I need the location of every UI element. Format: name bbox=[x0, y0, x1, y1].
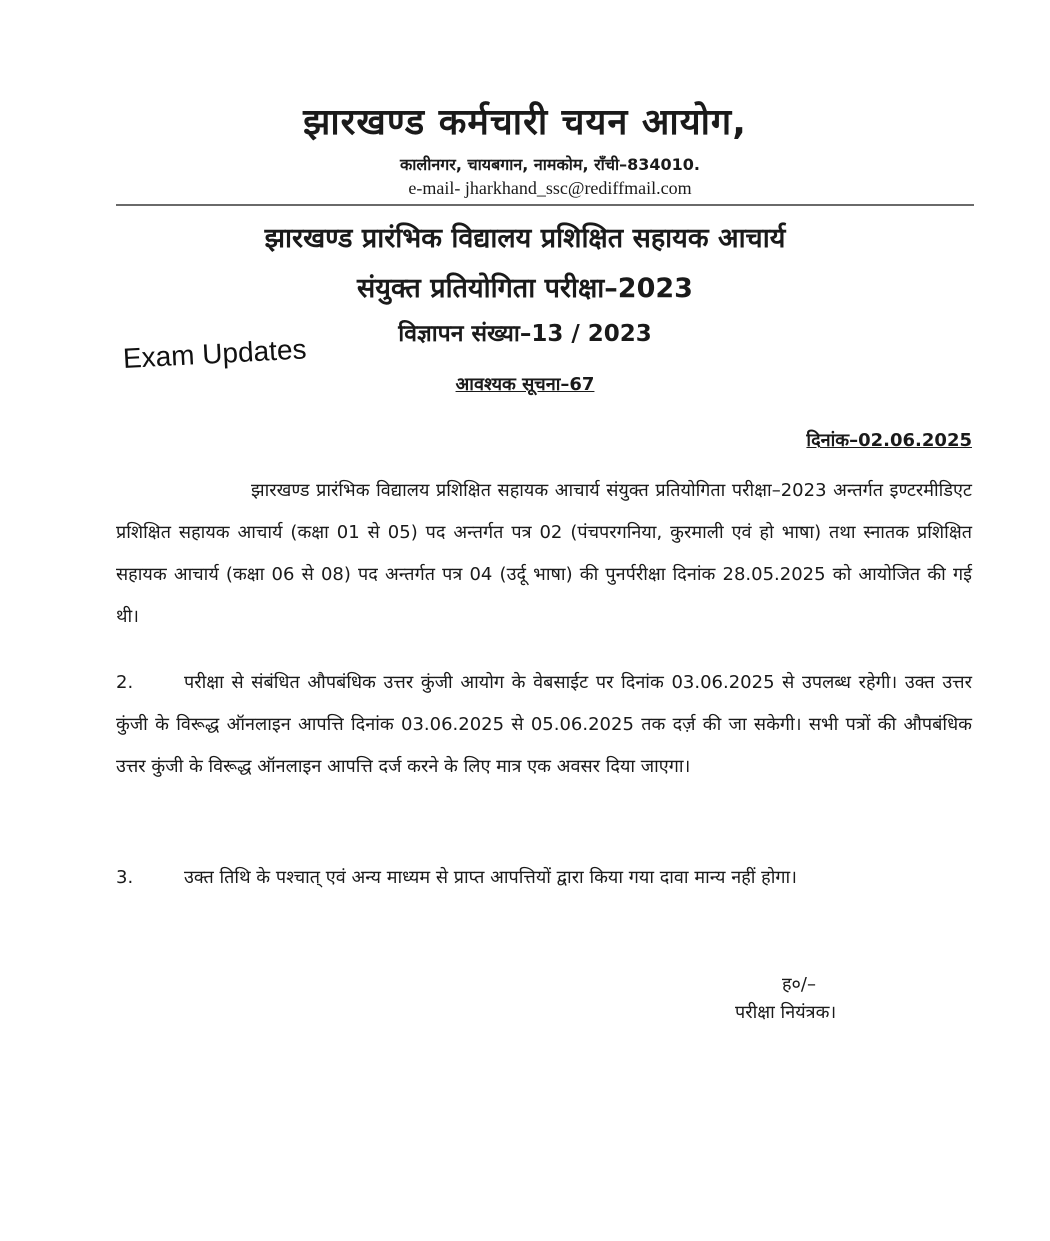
paragraph-number: 3. bbox=[116, 867, 134, 888]
paragraph-text: झारखण्ड प्रारंभिक विद्यालय प्रशिक्षित सहायक आचार्य संयुक्त प्रतियोगिता परीक्षा–2023 अन्तर्गत इण्टरमीडिएट प्रशिक्षित सहायक आचार्य (कक्षा 01 से 05) पद अन्तर्गत पत्र 02 (पंचपरगनिया, कुरमाली एवं हो भाषा) तथा स्नातक प्रशिक्षित सहायक आचार्य (कक्षा 06 से 08) पद अन्तर्गत पत्र 04 (उर्दू भाषा) की पुनर्परीक्षा दिनांक 28.05.2025 को आयोजित की गई थी। bbox=[116, 480, 972, 627]
paragraph-2 bbox=[116, 662, 972, 788]
signature-designation: परीक्षा नियंत्रक। bbox=[735, 1002, 837, 1023]
notice-title-text: आवश्यक सूचना–67 bbox=[455, 374, 595, 395]
notice-title bbox=[0, 372, 1050, 396]
advertisement-number: विज्ञापन संख्या–13 / 2023 bbox=[398, 321, 652, 347]
organization-email: e-mail- jharkhand_ssc@rediffmail.com bbox=[408, 178, 692, 198]
header-divider bbox=[116, 204, 974, 206]
organization-title: झारखण्ड कर्मचारी चयन आयोग, bbox=[303, 102, 747, 143]
paragraph-number: 2. bbox=[116, 672, 134, 693]
signature-mark: ह०/– bbox=[782, 974, 816, 995]
organization-address: कालीनगर, चायबगान, नामकोम, राँची–834010. bbox=[399, 155, 700, 174]
paragraph-text: उक्त तिथि के पश्चात् एवं अन्य माध्यम से प्राप्त आपत्तियों द्वारा किया गया दावा मान्य नहीं होगा। bbox=[184, 867, 797, 888]
paragraph-text: परीक्षा से संबंधित औपबंधिक उत्तर कुंजी आयोग के वेबसाईट पर दिनांक 03.06.2025 से उपलब्ध रहेगी। उक्त उत्तर कुंजी के विरूद्ध ऑनलाइन आपत्ति दिनांक 03.06.2025 से 05.06.2025 तक दर्ज़ की जा सकेगी। सभी पत्रों की औपबंधिक उत्तर कुंजी के विरूद्ध ऑनलाइन आपत्ति दर्ज करने के लिए मात्र एक अवसर दिया जाएगा। bbox=[116, 672, 972, 777]
paragraph-1 bbox=[116, 470, 972, 638]
notice-date: दिनांक–02.06.2025 bbox=[806, 430, 972, 451]
watermark-text: Exam Updates bbox=[122, 333, 308, 374]
exam-title-line1: झारखण्ड प्रारंभिक विद्यालय प्रशिक्षित सहायक आचार्य bbox=[264, 223, 786, 254]
paragraph-3 bbox=[116, 857, 972, 899]
exam-title-line2: संयुक्त प्रतियोगिता परीक्षा–2023 bbox=[357, 273, 693, 304]
